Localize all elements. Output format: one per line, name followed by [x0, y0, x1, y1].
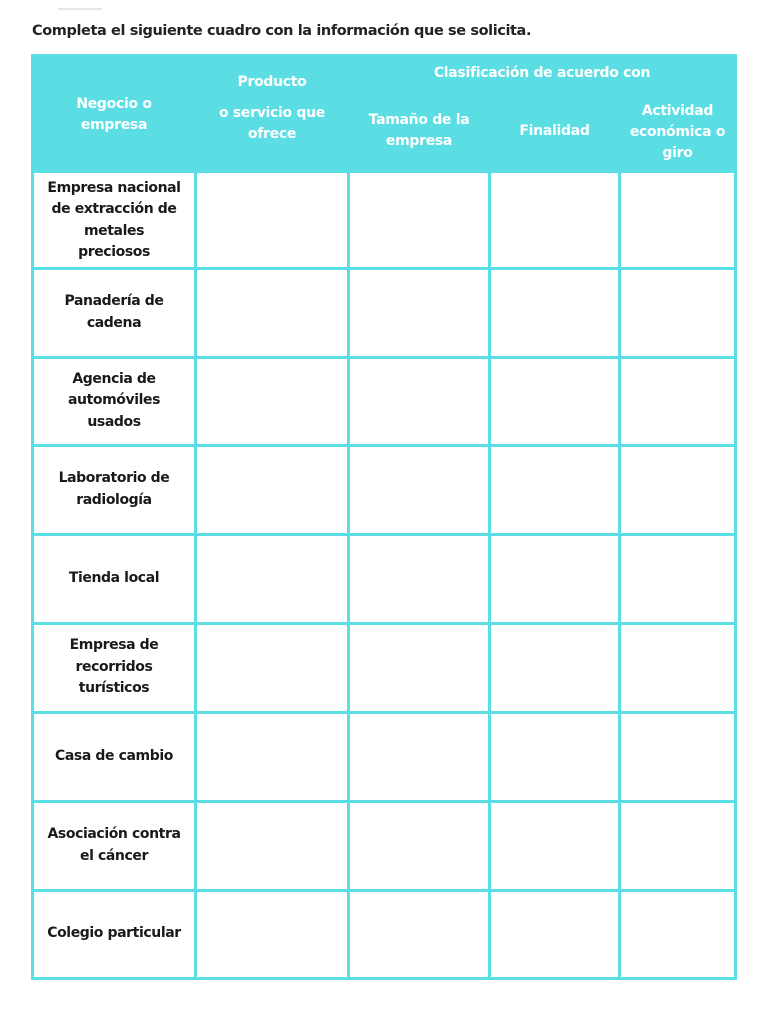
- row-business-label: Asociación contra el cáncer: [47, 826, 181, 864]
- classification-table: [31, 54, 737, 980]
- answer-cell-product[interactable]: [197, 892, 347, 976]
- answer-cell-size[interactable]: [350, 175, 488, 267]
- header-business: Negocio o empresa: [76, 96, 152, 133]
- answer-cell-activity[interactable]: [621, 175, 734, 267]
- answer-cell-size[interactable]: [350, 714, 488, 800]
- answer-cell-purpose[interactable]: [491, 447, 618, 533]
- answer-cell-product[interactable]: [197, 447, 347, 533]
- answer-cell-size[interactable]: [350, 359, 488, 444]
- answer-cell-activity[interactable]: [621, 892, 734, 976]
- header-size: Tamaño de la empresa: [368, 112, 470, 149]
- header-product-line1: Producto: [237, 73, 307, 90]
- answer-cell-activity[interactable]: [621, 625, 734, 711]
- answer-cell-purpose[interactable]: [491, 270, 618, 356]
- answer-cell-size[interactable]: [350, 447, 488, 533]
- answer-cell-size[interactable]: [350, 892, 488, 976]
- answer-cell-purpose[interactable]: [491, 625, 618, 711]
- answer-cell-purpose[interactable]: [491, 536, 618, 622]
- row-business-label: Laboratorio de radiología: [58, 470, 170, 508]
- answer-cell-product[interactable]: [197, 359, 347, 444]
- instruction-text: Completa el siguiente cuadro con la información que se solicita.: [32, 23, 532, 39]
- header-activity: Actividad económica o giro: [629, 102, 726, 161]
- answer-cell-product[interactable]: [197, 175, 347, 267]
- answer-cell-product[interactable]: [197, 714, 347, 800]
- answer-cell-activity[interactable]: [621, 447, 734, 533]
- answer-cell-activity[interactable]: [621, 803, 734, 889]
- header-purpose: Finalidad: [519, 122, 590, 139]
- answer-cell-size[interactable]: [350, 803, 488, 889]
- answer-cell-activity[interactable]: [621, 359, 734, 444]
- row-business-label: Panadería de cadena: [64, 293, 164, 331]
- answer-cell-size[interactable]: [350, 625, 488, 711]
- answer-cell-activity[interactable]: [621, 536, 734, 622]
- answer-cell-size[interactable]: [350, 270, 488, 356]
- decorative-rule: [58, 8, 102, 10]
- row-business-label: Casa de cambio: [55, 747, 173, 764]
- answer-cell-purpose[interactable]: [491, 803, 618, 889]
- answer-cell-activity[interactable]: [621, 714, 734, 800]
- answer-cell-activity[interactable]: [621, 270, 734, 356]
- row-business-label: Tienda local: [68, 569, 160, 586]
- table-header: [34, 57, 734, 173]
- answer-cell-product[interactable]: [197, 270, 347, 356]
- answer-cell-purpose[interactable]: [491, 892, 618, 976]
- header-product-line2: o servicio que ofrece: [218, 105, 326, 142]
- row-business-label: Agencia de automóviles usados: [67, 370, 161, 430]
- answer-cell-product[interactable]: [197, 536, 347, 622]
- row-business-label: Empresa nacional de extracción de metales preciosos: [47, 179, 181, 260]
- header-classification-group: Clasificación de acuerdo con: [433, 64, 651, 81]
- answer-cell-size[interactable]: [350, 536, 488, 622]
- answer-cell-purpose[interactable]: [491, 175, 618, 267]
- answer-cell-purpose[interactable]: [491, 714, 618, 800]
- answer-cell-product[interactable]: [197, 803, 347, 889]
- answer-cell-product[interactable]: [197, 625, 347, 711]
- answer-cell-purpose[interactable]: [491, 359, 618, 444]
- row-business-label: Colegio particular: [47, 924, 181, 941]
- row-business-label: Empresa de recorridos turísticos: [69, 637, 159, 697]
